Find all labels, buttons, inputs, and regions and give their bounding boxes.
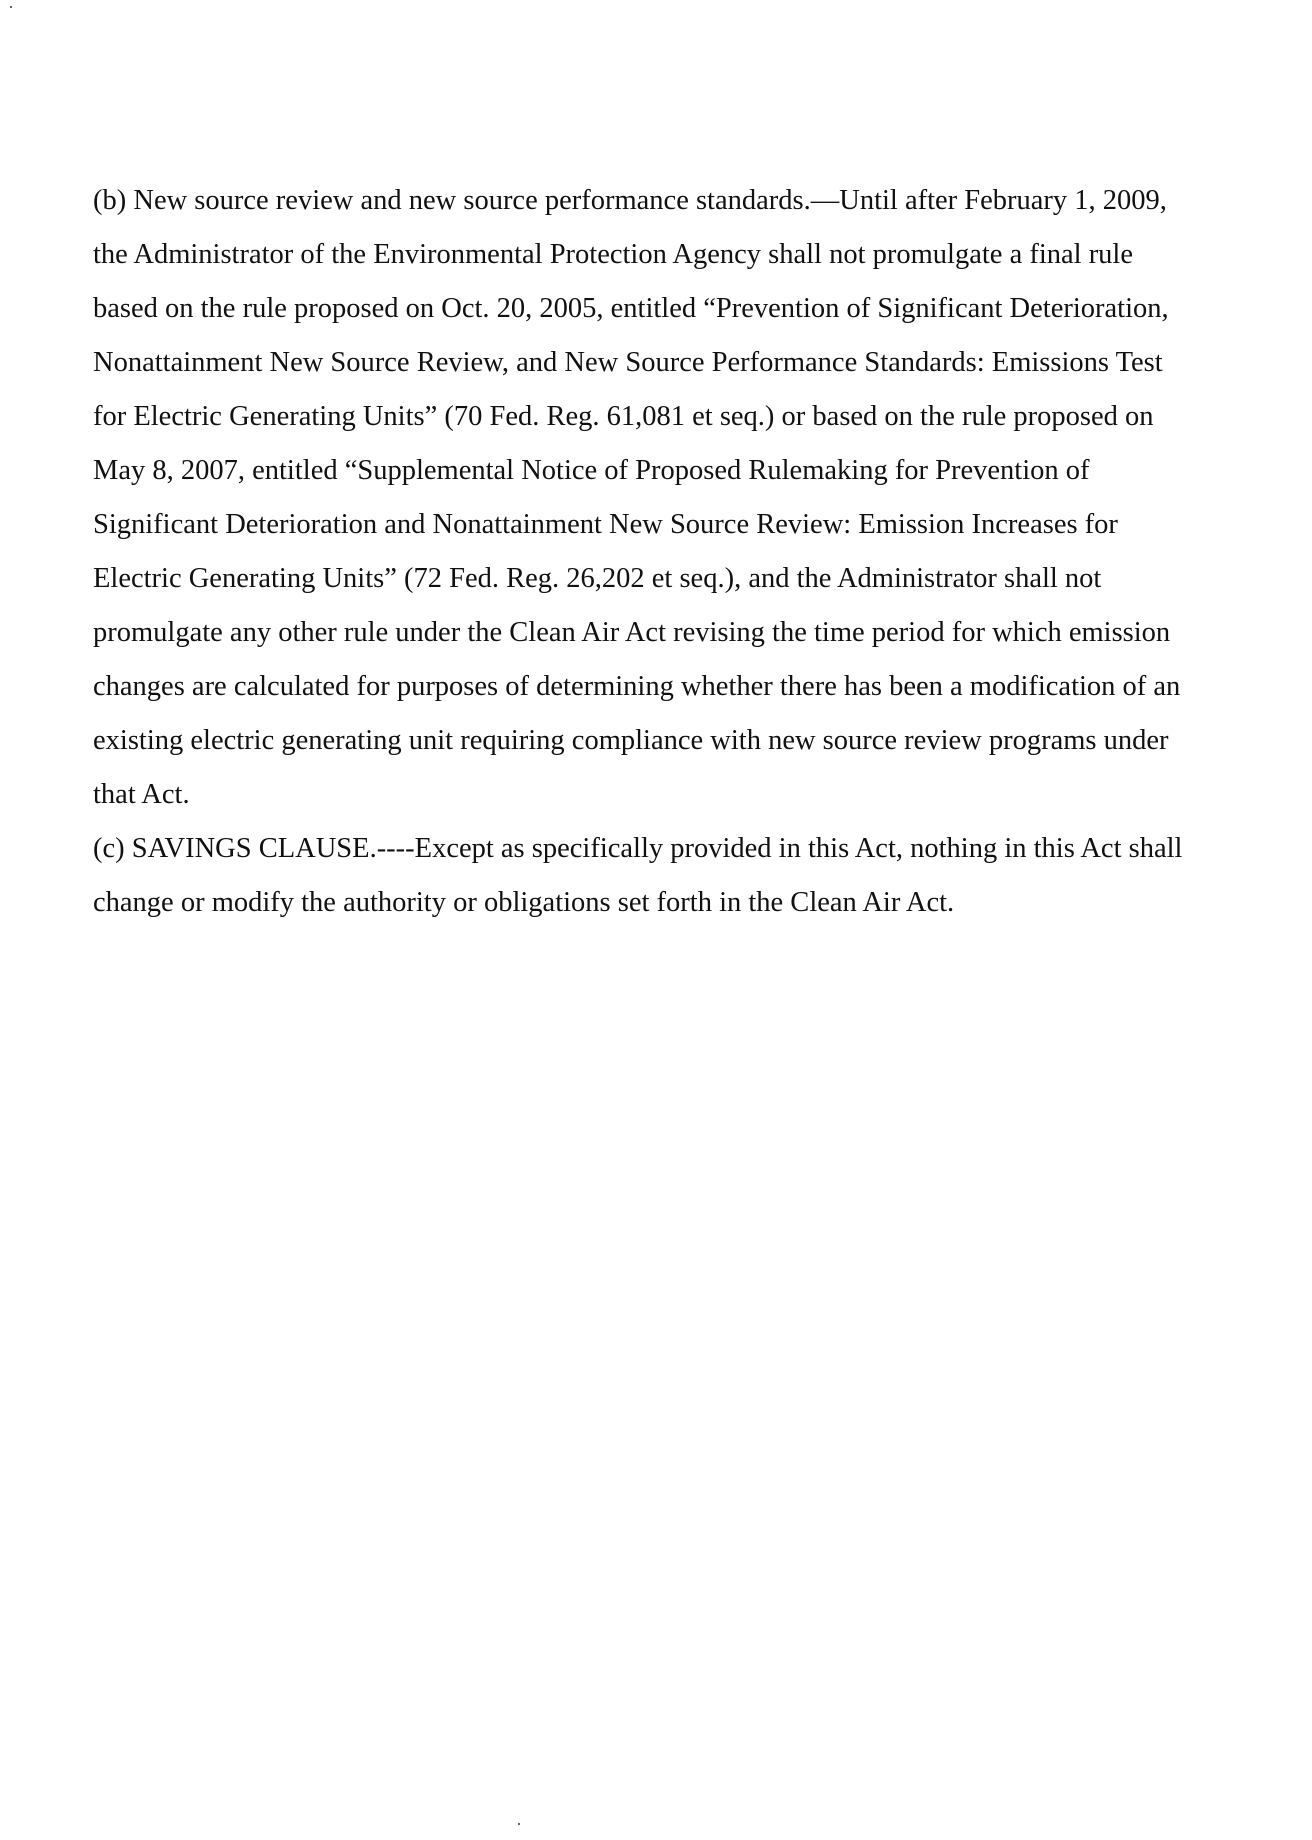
text-line: changes are calculated for purposes of determining whether there has been a modification of an [93, 671, 1181, 702]
text-line: May 8, 2007, entitled “Supplemental Notice of Proposed Rulemaking for Prevention of [93, 455, 1090, 486]
text-line: promulgate any other rule under the Clean Air Act revising the time period for which emission [93, 617, 1171, 648]
scan-speck [518, 1823, 520, 1825]
scan-speck [10, 6, 12, 8]
paragraph-c [93, 822, 1312, 930]
text-line: the Administrator of the Environmental Protection Agency shall not promulgate a final rule [93, 239, 1133, 270]
text-line: Nonattainment New Source Review, and New Source Performance Standards: Emissions Test [93, 347, 1163, 378]
text-line: for Electric Generating Units” (70 Fed. Reg. 61,081 et seq.) or based on the rule proposed on [93, 401, 1154, 432]
text-line: Significant Deterioration and Nonattainment New Source Review: Emission Increases for [93, 509, 1118, 540]
text-line: Electric Generating Units” (72 Fed. Reg. 26,202 et seq.), and the Administrator shall not [93, 563, 1102, 594]
text-line: existing electric generating unit requiring compliance with new source review programs under [93, 725, 1169, 756]
text-line: change or modify the authority or obligations set forth in the Clean Air Act. [93, 887, 955, 918]
text-line: based on the rule proposed on Oct. 20, 2005, entitled “Prevention of Significant Deterioration, [93, 293, 1169, 324]
text-line: that Act. [93, 779, 190, 810]
text-line: (c) SAVINGS CLAUSE.----Except as specifically provided in this Act, nothing in this Act shall [93, 833, 1183, 864]
document-body [93, 174, 1312, 930]
paragraph-b [93, 174, 1312, 822]
text-line: (b) New source review and new source performance standards.—Until after February 1, 2009, [93, 185, 1167, 216]
